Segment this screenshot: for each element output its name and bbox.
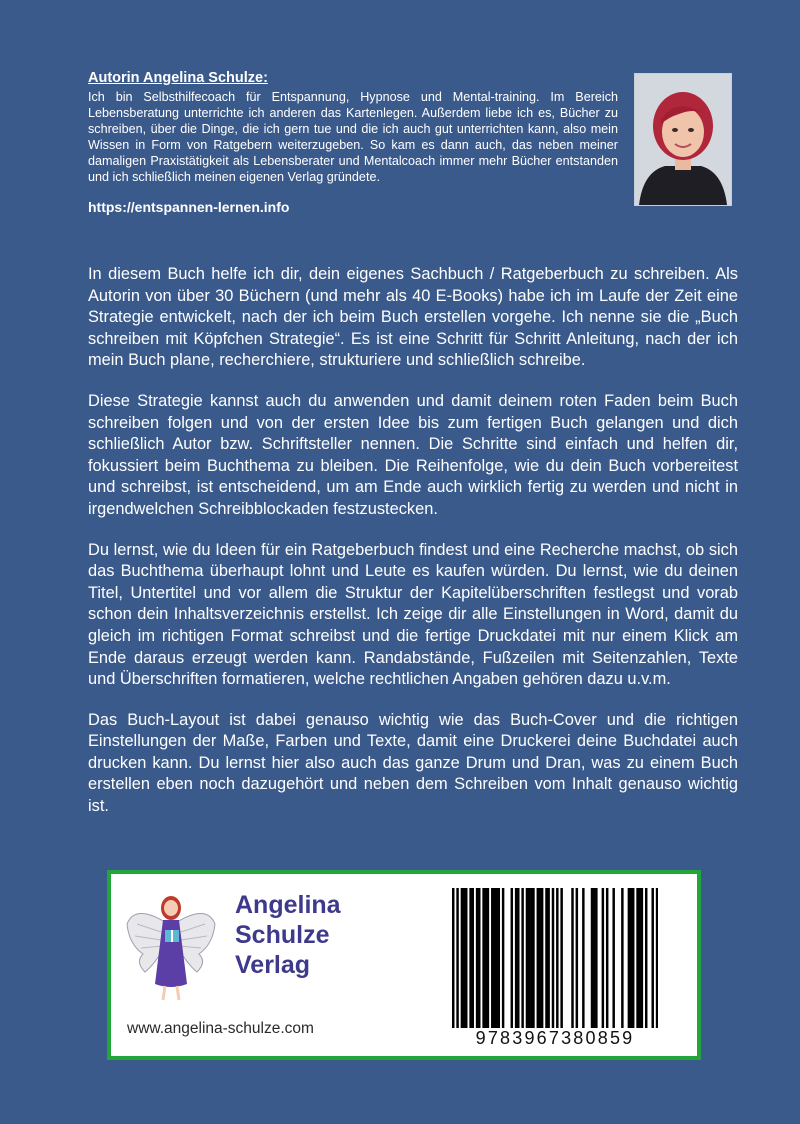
barcode-bar xyxy=(521,888,523,1028)
barcode-bar xyxy=(478,888,480,1028)
barcode-bar xyxy=(541,888,543,1028)
isbn-digits: 9783967380859 xyxy=(475,1028,635,1048)
barcode-bar xyxy=(628,888,630,1028)
barcode-bar xyxy=(645,888,647,1028)
barcode-bar xyxy=(532,888,534,1028)
barcode-bar xyxy=(539,888,541,1028)
barcode-bar xyxy=(571,888,573,1028)
barcode-bar xyxy=(595,888,597,1028)
barcode-bar xyxy=(636,888,638,1028)
barcode-bar xyxy=(537,888,539,1028)
barcode-bar xyxy=(485,888,487,1028)
author-heading: Autorin Angelina Schulze: xyxy=(88,70,268,86)
barcode-bar xyxy=(612,888,614,1028)
barcode-bar xyxy=(493,888,495,1028)
barcode-bar xyxy=(491,888,493,1028)
barcode-bar xyxy=(498,888,500,1028)
barcode-bar xyxy=(560,888,562,1028)
main-text xyxy=(88,264,738,837)
barcode-bar xyxy=(502,888,504,1028)
barcode-bar xyxy=(456,888,458,1028)
barcode-bar xyxy=(476,888,478,1028)
publisher-name-line: Angelina xyxy=(235,891,341,919)
barcode xyxy=(452,888,658,1028)
barcode-bar xyxy=(511,888,513,1028)
paragraph: In diesem Buch helfe ich dir, dein eigenes Sachbuch / Ratgeberbuch zu schreiben. Als Autorin von über 30 Büchern (und mehr als 40 E-Books) habe ich im Laufe der Zeit eine Strategie entwickelt, nach der ich beim Buch erstellen vorgehe. Ich nenne sie die „Buch schreiben mit Köpfchen Strategie“. Es ist eine Schritt für Schritt Anleitung, nach der ich mein Buch plane, recherchiere, strukturiere und schließlich schreibe. xyxy=(88,265,738,370)
barcode-bar xyxy=(638,888,640,1028)
barcode-bar xyxy=(452,888,454,1028)
barcode-bar xyxy=(632,888,634,1028)
paragraph: Diese Strategie kannst auch du anwenden und damit deinem roten Faden beim Buch schreiben folgen und von der ersten Idee bis zum fertigen Buch gelangen und dich schließlich Autor bzw. Schriftsteller nennen. Die Schritte sind einfach und helfen dir, fokussiert beim Buchthema zu bleiben. Die Reihenfolge, wie du dein Buch vorbereitest und schreibst, ist entscheidend, um am Ende auch wirklich fertig zu werden und nicht in irgendwelchen Schreibblockaden festzustecken. xyxy=(88,391,738,518)
barcode-bar xyxy=(530,888,532,1028)
author-portrait-icon xyxy=(635,74,731,205)
publisher-name-line: Schulze xyxy=(235,921,330,949)
barcode-bar xyxy=(606,888,608,1028)
barcode-bar xyxy=(515,888,517,1028)
barcode-bar xyxy=(495,888,497,1028)
barcode-bar xyxy=(461,888,463,1028)
publisher-name-line: Verlag xyxy=(235,951,311,979)
barcode-bar xyxy=(517,888,519,1028)
barcode-bar xyxy=(593,888,595,1028)
author-bio: Ich bin Selbsthilfecoach für Entspannung, Hypnose und Mental-training. Im Bereich Lebensberatung unterrichte ich anderen das Kartenlegen. Außerdem liebe ich es, Bücher zu schreiben, über die Dinge, die ich gern tue und die ich auch gut unterrichten kann, also mein Wissen in Form von Ratgebern weiterzugeben. So kam es dann auch, das neben meiner damaligen Praxistätigkeit als Lebensberater und Mentalcoach immer mehr Bücher entstanden und ich schließlich meinen eigenen Verlag gründete. xyxy=(88,90,618,184)
author-photo xyxy=(634,73,732,206)
barcode-bar xyxy=(482,888,484,1028)
author-website-link[interactable]: https://entspannen-lernen.info xyxy=(88,199,290,215)
barcode-bar xyxy=(469,888,471,1028)
barcode-bar xyxy=(487,888,489,1028)
barcode-bar xyxy=(621,888,623,1028)
barcode-bar xyxy=(576,888,578,1028)
barcode-bar xyxy=(602,888,604,1028)
barcode-bar xyxy=(472,888,474,1028)
barcode-bar xyxy=(526,888,528,1028)
barcode-bar xyxy=(552,888,554,1028)
author-section xyxy=(88,70,618,215)
barcode-bar xyxy=(641,888,643,1028)
barcode-bar xyxy=(528,888,530,1028)
barcode-bar xyxy=(465,888,467,1028)
barcode-bar xyxy=(651,888,653,1028)
paragraph: Du lernst, wie du Ideen für ein Ratgeberbuch findest und eine Recherche machst, ob sich das Buchthema überhaupt lohnt und Leute es kaufen würden. Du lernst, wie du deinen Titel, Untertitel und vor allem die Struktur der Kapitelüberschriften festlegst und vorab schon dein Inhaltsverzeichnis erstellst. Ich zeige dir alle Einstellungen in Word, damit du gleich im richtigen Format schreibst und die fertige Druckdatei mit nur einem Klick am Ende daraus erzeugt werden kann. Randabstände, Fußzeilen mit Seitenzahlen, Texte und Überschriften formatieren, welche rechtlichen Angaben gehören dazu u.v.m. xyxy=(88,540,738,689)
barcode-bar xyxy=(556,888,558,1028)
barcode-bar xyxy=(591,888,593,1028)
barcode-bar xyxy=(463,888,465,1028)
angel-icon xyxy=(125,884,217,1004)
publisher-name xyxy=(235,890,341,980)
barcode-bar xyxy=(630,888,632,1028)
paragraph: Das Buch-Layout ist dabei genauso wichtig wie das Buch-Cover und die richtigen Einstellungen der Maße, Farben und Texte, damit eine Druckerei deine Buchdatei auch drucken kann. Du lernst hier also auch das ganze Drum und Dran, was zu einem Buch erstellen eben noch dazugehört und neben dem Schreiben vom Inhalt genauso wichtig ist. xyxy=(88,710,738,816)
barcode-bar xyxy=(545,888,547,1028)
publisher-box xyxy=(107,870,701,1060)
barcode-bar xyxy=(547,888,549,1028)
publisher-website-link[interactable]: www.angelina-schulze.com xyxy=(127,1020,314,1037)
barcode-bar xyxy=(582,888,584,1028)
barcode-bar xyxy=(656,888,658,1028)
